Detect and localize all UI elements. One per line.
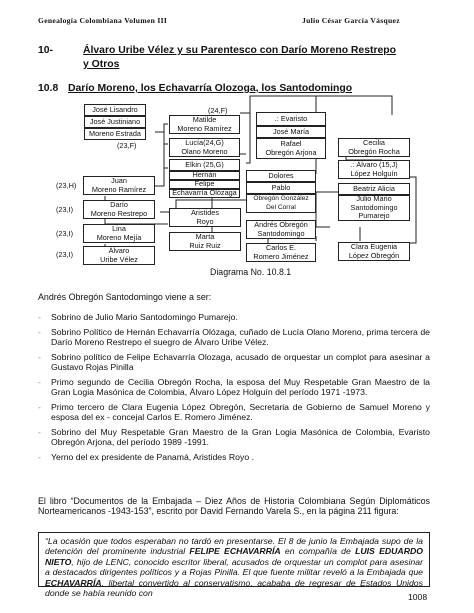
diagram-caption: Diagrama No. 10.8.1 xyxy=(210,267,292,277)
box-dolores: Dolores xyxy=(246,170,316,182)
quote-text-3: , hijo de LENC, conocido escritor liberal, acusados de orquestar un complot para asesinar a destacados dirigentes políticos y a Rojas Pinilla. El que fuente militar reveló a la Embajada que xyxy=(45,556,423,578)
box-beatriz-alicia: Beatriz Alicia xyxy=(338,183,410,195)
running-header-right: Julio César García Vásquez xyxy=(302,16,400,25)
intro-text: Andrés Obregón Santodomingo viene a ser: xyxy=(38,292,212,302)
list-item: - Sobrino del Muy Respetable Gran Maestro de la Gran Logia Masónica de Colombia, Evaristo Obregón Arjona, del período 1989 -1991. xyxy=(38,427,430,447)
box-cecilia-obregon: Cecilia Obregón Rocha xyxy=(338,138,410,157)
quote-bold-2: LUIS EDUARDO NIETO xyxy=(45,546,423,567)
label-23h: (23,H) xyxy=(56,181,77,190)
box-alvaro-lopez: .: Álvaro (15,J) López Holguín xyxy=(338,160,410,179)
box-echavarria-olozaga: Echavarría Olózaga xyxy=(169,189,240,198)
box-moreno-estrada: Moreno Estrada xyxy=(84,128,146,140)
box-carlos-romero: Carlos E. Romero Jiménez xyxy=(246,243,316,262)
box-julio-mario: Julio Mario Santodomingo Pumarejo xyxy=(338,195,410,221)
quote-text-4: , libertal convertido al conservatismo, acababa de regresar de Estados Unidos donde se había reunido con xyxy=(45,577,423,599)
box-elkin: Elkin (25,G) xyxy=(169,159,240,171)
subsection-title: Darío Moreno, los Echavarría Olozoga, los Santodomingo xyxy=(68,83,353,94)
box-jose-justiniano: José Justiniano xyxy=(84,116,146,128)
quote-bold-3: ECHAVARRÍA xyxy=(45,577,102,588)
quote-text-2: en compañía de xyxy=(280,546,356,557)
running-header-left: Genealogía Colombiana Volumen III xyxy=(38,16,168,25)
label-23i-3: (23,I) xyxy=(56,250,74,259)
box-jose-maria: José María xyxy=(256,126,326,138)
box-clara-eugenia: Clara Eugenia López Obregón xyxy=(338,242,410,261)
box-lucia: Lucía(24,G) Olano Moreno xyxy=(169,138,240,157)
label-23f: (23,F) xyxy=(117,141,137,150)
subsection-number: 10.8 xyxy=(38,83,59,94)
box-rafael: Rafael Obregón Arjona xyxy=(256,138,326,159)
label-23i-2: (23,I) xyxy=(56,229,74,238)
label-24f: (24,F) xyxy=(208,106,228,115)
relationship-list xyxy=(38,312,430,467)
box-juan: Juan Moreno Ramírez xyxy=(83,176,155,195)
box-hernan: Hernán xyxy=(169,171,240,180)
box-alvaro-uribe: Álvaro Uribe Vélez xyxy=(83,246,155,265)
box-marta-ruiz: Marta Ruiz Ruiz xyxy=(169,232,241,251)
box-evaristo: .: Evaristo xyxy=(256,112,326,126)
box-jose-lisandro: José Lisandro xyxy=(84,104,146,116)
box-obregon-gonzalez: Obregón González Del Corral xyxy=(246,194,316,213)
box-pablo: Pablo xyxy=(246,182,316,194)
list-item: - Sobrino de Julio Mario Santodomingo Pumarejo. xyxy=(38,312,430,322)
box-andres-obregon: Andrés Obregón Santodomingo xyxy=(246,220,316,239)
section-title-line1: Álvaro Uribe Vélez y su Parentesco con Darío Moreno Restrepo xyxy=(83,45,396,56)
page-number: 1008 xyxy=(408,592,428,602)
list-item: - Primo tercero de Clara Eugenia López Obregón, Secretaria de Gobierno de Samuel Moreno y esposa del ex - concejal Carlos E. Romero Jiménez. xyxy=(38,402,430,422)
list-item: - Sobrino Político de Hernán Echavarría Olózaga, cuñado de Lucía Olano Moreno, prima tercera de Darío Moreno Restrepo el suegro de Álvaro Uribe Vélez. xyxy=(38,327,430,347)
list-item: - Sobrino político de Felipe Echavarría Olozaga, acusado de orquestar un complot para asesinar a Gustavo Rojas Pinilla xyxy=(38,352,430,372)
list-item: - Yerno del ex presidente de Panamá, Aristides Royo . xyxy=(38,452,430,462)
quote-bold-1: FELIPE ECHAVARRÍA xyxy=(189,546,281,557)
box-matilde: Matilde Moreno Ramírez xyxy=(169,115,240,134)
box-dario: Darío Moreno Restrepo xyxy=(83,200,155,219)
box-felipe: Felipe xyxy=(169,180,240,189)
list-item: - Primo segundo de Cecilia Obregón Rocha, la esposa del Muy Respetable Gran Maestro de la Gran Logia Masónica de Colombia, Álvaro López Holguín del período 1971 -1973. xyxy=(38,377,430,397)
box-lina: Lina Moreno Mejía xyxy=(83,224,155,243)
label-23i-1: (23,I) xyxy=(56,205,74,214)
quote-text-1: “La ocasión que todos esperaban no tardó en presentarse. El 8 de junio la Embajada supo de la detención del prominente industrial xyxy=(45,536,423,557)
section-title-line2: y Otros xyxy=(83,59,120,70)
section-number: 10- xyxy=(38,45,54,56)
book-paragraph: El libro “Documentos de la Embajada – Diez Años de Historia Colombiana Según Diplomáticos Norteamericanos -1943-153”, escrito por David Fernando Varela S., en la página 211 figura: xyxy=(38,496,430,517)
box-aristides-royo: Aristides Royo xyxy=(169,208,241,227)
